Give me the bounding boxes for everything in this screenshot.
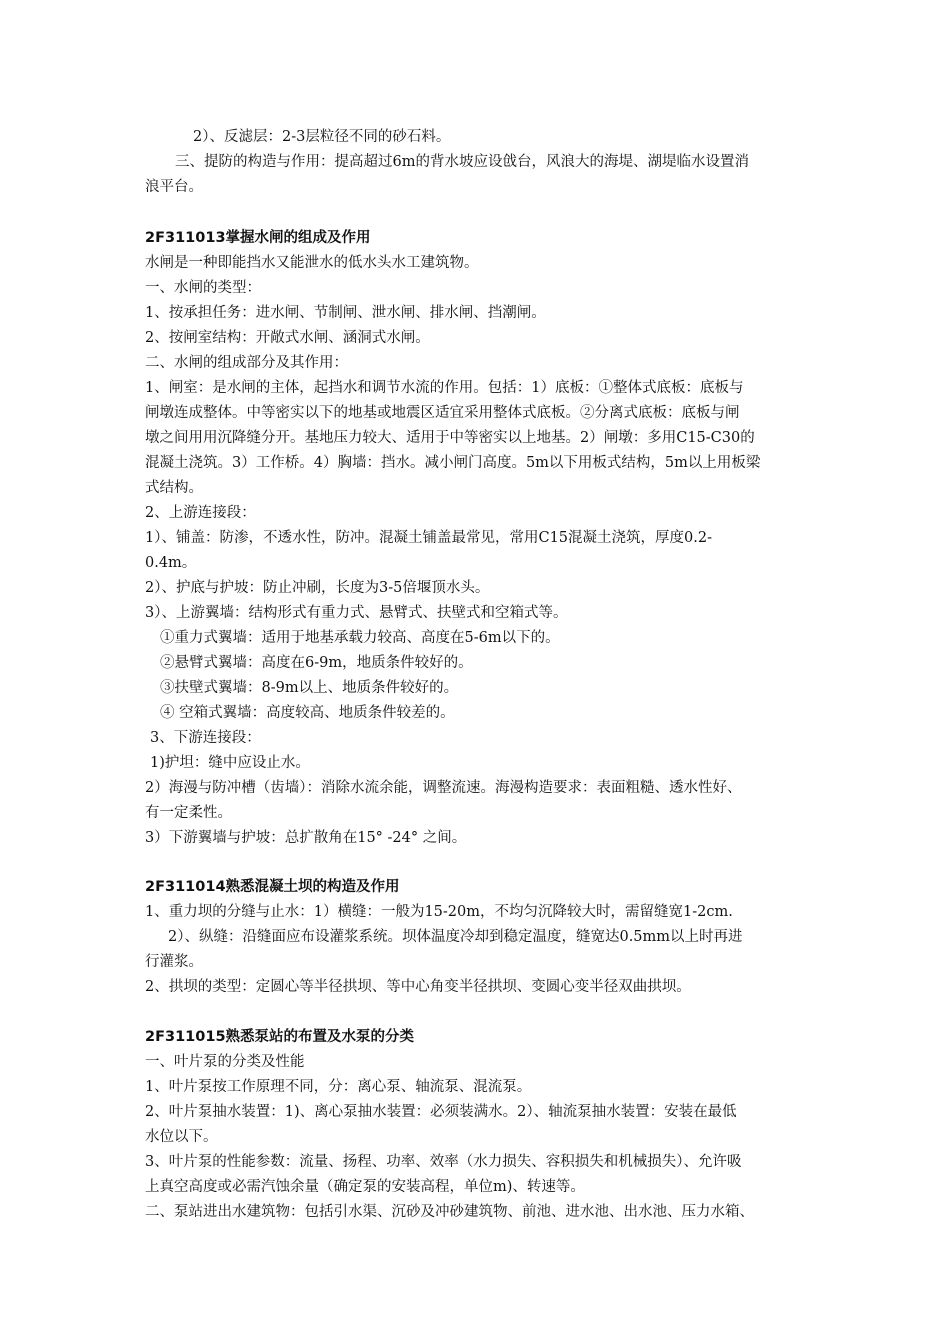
- text-line: 2）、反滤层：2-3层粒径不同的砂石料。: [193, 129, 451, 145]
- text-line: ③扶壁式翼墙：8-9m以上、地质条件较好的。: [160, 680, 459, 696]
- text-line: 3、下游连接段：: [150, 730, 261, 746]
- text-line: 有一定柔性。: [145, 805, 232, 821]
- text-line: 2）、护底与护坡：防止冲刷，长度为3-5倍堰顶水头。: [145, 580, 490, 596]
- text-line: 一、水闸的类型：: [145, 280, 261, 296]
- section-heading: 2F311015熟悉泵站的布置及水泵的分类: [145, 1029, 415, 1045]
- text-line: 2、拱坝的类型：定圆心等半径拱坝、等中心角变半径拱坝、变圆心变半径双曲拱坝。: [145, 979, 691, 995]
- text-line: 2、叶片泵抽水装置：1)、离心泵抽水装置：必须装满水。2）、轴流泵抽水装置：安装在最低: [145, 1104, 737, 1120]
- text-line: 闸墩连成整体。中等密实以下的地基或地震区适宜采用整体式底板。②分离式底板：底板与闸: [145, 405, 740, 421]
- text-line: 水闸是一种即能挡水又能泄水的低水头水工建筑物。: [145, 255, 479, 271]
- text-line: 2、按闸室结构：开敞式水闸、涵洞式水闸。: [145, 330, 430, 346]
- text-line: 二、泵站进出水建筑物：包括引水渠、沉砂及冲砂建筑物、前池、进水池、出水池、压力水箱、: [145, 1204, 754, 1220]
- text-line: 1）、铺盖：防渗，不透水性，防冲。混凝土铺盖最常见，常用C15混凝土浇筑，厚度0.2-: [145, 530, 712, 546]
- text-line: 0.4m。: [145, 555, 197, 571]
- text-line: 上真空高度或必需汽蚀余量（确定泵的安装高程，单位m)、转速等。: [145, 1179, 585, 1195]
- text-line: 三、提防的构造与作用：提高超过6m的背水坡应设戗台，风浪大的海堤、湖堤临水设置消: [175, 154, 749, 170]
- text-line: 3）下游翼墙与护坡：总扩散角在15° -24° 之间。: [145, 830, 467, 846]
- text-line: 3、叶片泵的性能参数：流量、扬程、功率、效率（水力损失、容积损失和机械损失）、允许吸: [145, 1154, 742, 1170]
- text-line: 1、重力坝的分缝与止水：1）横缝：一般为15-20m，不均匀沉降较大时，需留缝宽1-2cm.: [145, 904, 733, 920]
- text-line: 式结构。: [145, 480, 203, 496]
- text-line: 1、闸室：是水闸的主体，起挡水和调节水流的作用。包括：1）底板：①整体式底板：底板与: [145, 380, 744, 396]
- text-line: 混凝土浇筑。3）工作桥。4）胸墙：挡水。减小闸门高度。5m以下用板式结构，5m以上用板梁: [145, 455, 761, 471]
- text-line: 2）、纵缝：沿缝面应布设灌浆系统。坝体温度冷却到稳定温度，缝宽达0.5mm以上时再进: [168, 929, 743, 945]
- text-line: 二、水闸的组成部分及其作用：: [145, 355, 348, 371]
- text-line: 行灌浆。: [145, 954, 203, 970]
- text-line: 2、上游连接段：: [145, 505, 256, 521]
- text-line: ②悬臂式翼墙：高度在6-9m，地质条件较好的。: [160, 655, 473, 671]
- section-heading: 2F311014熟悉混凝土坝的构造及作用: [145, 879, 400, 895]
- text-line: 1)护坦：缝中应设止水。: [150, 755, 310, 771]
- text-line: 3）、上游翼墙：结构形式有重力式、悬臂式、扶壁式和空箱式等。: [145, 605, 568, 621]
- text-line: 浪平台。: [145, 179, 203, 195]
- text-line: 墩之间用用沉降缝分开。基地压力较大、适用于中等密实以上地基。2）闸墩：多用C15-C30的: [145, 430, 755, 446]
- text-line: 水位以下。: [145, 1129, 218, 1145]
- text-line: 1、按承担任务：进水闸、节制闸、泄水闸、排水闸、挡潮闸。: [145, 305, 546, 321]
- text-line: 1、叶片泵按工作原理不同，分：离心泵、轴流泵、混流泵。: [145, 1079, 532, 1095]
- text-line: 一、叶片泵的分类及性能: [145, 1054, 305, 1070]
- text-line: 2）海漫与防冲槽（齿墙）：消除水流余能，调整流速。海漫构造要求：表面粗糙、透水性好、: [145, 780, 742, 796]
- section-heading: 2F311013掌握水闸的组成及作用: [145, 230, 371, 246]
- text-line: ①重力式翼墙：适用于地基承载力较高、高度在5-6m以下的。: [160, 630, 560, 646]
- text-line: ④ 空箱式翼墙：高度较高、地质条件较差的。: [160, 705, 455, 721]
